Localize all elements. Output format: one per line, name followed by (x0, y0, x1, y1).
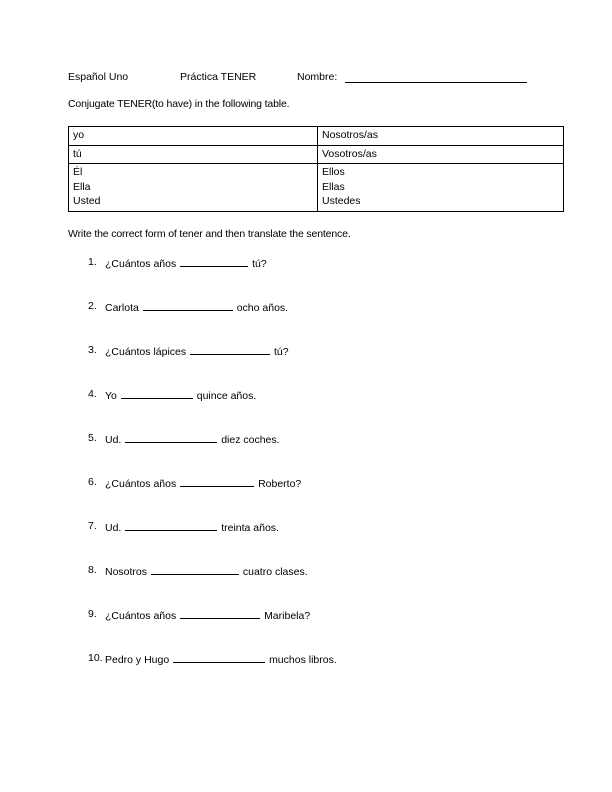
answer-blank[interactable] (180, 475, 254, 487)
question-prefix: ¿Cuántos lápices (105, 346, 187, 358)
answer-blank[interactable] (173, 651, 265, 663)
answer-blank[interactable] (143, 299, 233, 311)
question-suffix: muchos libros. (269, 654, 337, 666)
question-suffix: treinta años. (221, 522, 279, 534)
question-suffix: quince años. (196, 390, 257, 402)
question-prefix: ¿Cuántos años (105, 478, 177, 490)
question-prefix: Nosotros (105, 566, 148, 578)
question-body (105, 563, 308, 580)
question-prefix: Ud. (105, 522, 122, 534)
answer-blank[interactable] (151, 563, 239, 575)
question-prefix: Pedro y Hugo (105, 654, 170, 666)
list-item (68, 607, 538, 651)
table-cell-subject-singular[interactable] (69, 127, 318, 146)
list-item (68, 343, 538, 387)
list-item (68, 299, 538, 343)
conjugation-table-body (69, 127, 564, 212)
pronoun-label: Él (73, 166, 83, 178)
question-number: 7. (88, 520, 97, 532)
pronoun-label: yo (73, 129, 85, 141)
question-suffix: tú? (273, 346, 289, 358)
name-label: Nombre: (297, 71, 338, 83)
question-number: 8. (88, 564, 97, 576)
question-body (105, 519, 279, 536)
questions-instruction: Write the correct form of tener and then translate the sentence. (68, 228, 351, 240)
question-prefix: ¿Cuántos años (105, 610, 177, 622)
table-row (69, 145, 564, 164)
pronoun-label: Ustedes (322, 195, 361, 207)
answer-blank[interactable] (125, 519, 217, 531)
list-item (68, 563, 538, 607)
question-body (105, 255, 267, 272)
answer-blank[interactable] (121, 387, 193, 399)
worksheet-header (68, 69, 538, 85)
table-cell-subject-singular[interactable] (69, 164, 318, 212)
question-prefix: Ud. (105, 434, 122, 446)
question-number: 3. (88, 344, 97, 356)
question-number: 6. (88, 476, 97, 488)
table-cell-subject-plural[interactable] (318, 145, 564, 164)
pronoun-label: Usted (73, 195, 101, 207)
question-body (105, 651, 337, 668)
question-suffix: diez coches. (221, 434, 280, 446)
pronoun-label: Ellos (322, 166, 345, 178)
practice-title: Práctica TENER (180, 71, 257, 83)
table-row (69, 164, 564, 212)
list-item (68, 475, 538, 519)
question-prefix: Carlota (105, 302, 139, 314)
question-number: 1. (88, 256, 97, 268)
question-body (105, 431, 280, 448)
table-cell-subject-plural[interactable] (318, 127, 564, 146)
question-body (105, 387, 256, 404)
question-suffix: Roberto? (258, 478, 302, 490)
pronoun-label: Ella (73, 180, 91, 193)
pronoun-label: Nosotros/as (322, 129, 379, 141)
question-list (68, 255, 538, 695)
table-cell-subject-singular[interactable] (69, 145, 318, 164)
question-number: 4. (88, 388, 97, 400)
question-suffix: ocho años. (236, 302, 289, 314)
pronoun-label: Ellas (322, 180, 345, 193)
list-item (68, 387, 538, 431)
table-row (69, 127, 564, 146)
pronoun-label: Vosotros/as (322, 147, 377, 160)
table-cell-subject-plural[interactable] (318, 164, 564, 212)
question-body (105, 299, 288, 316)
question-number: 5. (88, 432, 97, 444)
question-number: 2. (88, 300, 97, 312)
list-item (68, 431, 538, 475)
question-suffix: tú? (252, 258, 267, 270)
question-number: 9. (88, 608, 97, 620)
table-instruction: Conjugate TENER(to have) in the following table. (68, 98, 290, 110)
list-item (68, 255, 538, 299)
conjugation-table (68, 126, 564, 212)
answer-blank[interactable] (125, 431, 217, 443)
question-suffix: Maribela? (264, 610, 311, 622)
list-item (68, 519, 538, 563)
question-body (105, 607, 310, 624)
name-input-line[interactable] (345, 82, 527, 83)
question-body (105, 343, 289, 360)
answer-blank[interactable] (180, 255, 248, 267)
question-suffix: cuatro clases. (242, 566, 308, 578)
answer-blank[interactable] (190, 343, 270, 355)
answer-blank[interactable] (180, 607, 260, 619)
pronoun-label: tú (73, 147, 82, 160)
question-prefix: Yo (105, 390, 117, 402)
course-title: Español Uno (68, 71, 129, 83)
list-item (68, 651, 538, 695)
question-body (105, 475, 301, 492)
question-prefix: ¿Cuántos años (105, 258, 177, 270)
question-number: 10. (88, 652, 103, 664)
